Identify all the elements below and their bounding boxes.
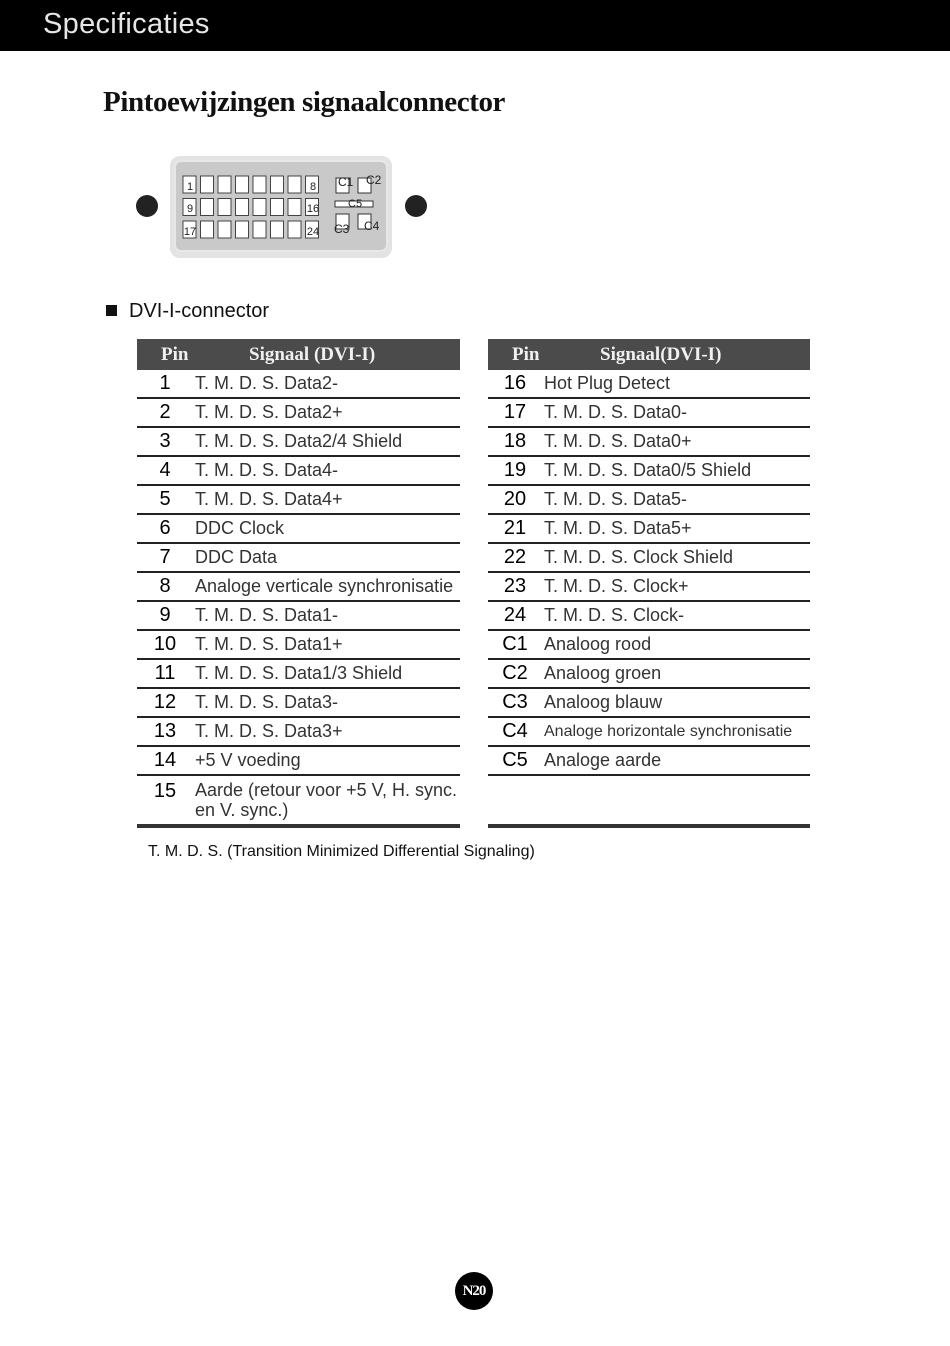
pin-number: 3 [137, 427, 193, 456]
table-row [488, 427, 810, 456]
pin-signal: T. M. D. S. Data4- [193, 456, 460, 485]
table-row [488, 746, 810, 775]
table-row [488, 543, 810, 572]
pin-label-24: 24 [306, 226, 320, 238]
digital-pin [271, 199, 284, 216]
digital-pin [201, 176, 214, 193]
table-header-row [488, 339, 810, 370]
digital-pin [271, 176, 284, 193]
pin-signal: +5 V voeding [193, 746, 460, 775]
pin-signal: Analoog rood [542, 630, 810, 659]
pin-number: 17 [488, 398, 542, 427]
table-row [137, 543, 460, 572]
pin-signal: T. M. D. S. Data0- [542, 398, 810, 427]
pin-signal: T. M. D. S. Clock- [542, 601, 810, 630]
table-row [137, 775, 460, 826]
digital-pin [236, 199, 249, 216]
pin-number: 9 [137, 601, 193, 630]
pin-signal: Aarde (retour voor +5 V, H. sync. en V. sync.) [195, 780, 457, 820]
pin-table-right [488, 339, 810, 828]
table-row [488, 485, 810, 514]
table-row [137, 398, 460, 427]
digital-pin [288, 176, 301, 193]
section-label [106, 300, 269, 323]
digital-pin [218, 221, 231, 238]
empty-cell [488, 775, 542, 826]
pin-signal: T. M. D. S. Data5+ [542, 514, 810, 543]
contact-label-c3: C3 [334, 222, 350, 236]
digital-pin [201, 199, 214, 216]
pin-number: 15 [153, 780, 177, 802]
column-header-pin: Pin [488, 339, 542, 370]
contact-label-c5: C5 [348, 198, 363, 210]
header-bar [0, 0, 950, 51]
pin-signal: Analoge verticale synchronisatie [193, 572, 460, 601]
pin-number: 7 [137, 543, 193, 572]
header-title: Specificaties [43, 8, 210, 40]
table-row [488, 572, 810, 601]
pin-number: C3 [488, 688, 542, 717]
table-row [137, 485, 460, 514]
pin-number: C2 [488, 659, 542, 688]
digital-pin [271, 221, 284, 238]
table-header-row [137, 339, 460, 370]
page-number-badge: N20 [455, 1272, 493, 1310]
table-row [488, 514, 810, 543]
pin-signal: T. M. D. S. Data1+ [193, 630, 460, 659]
pin-signal: Hot Plug Detect [542, 370, 810, 398]
table-row [137, 514, 460, 543]
section-label-text: DVI-I-connector [129, 300, 270, 322]
bullet-icon [106, 305, 117, 316]
pin-label-16: 16 [306, 203, 320, 215]
pin-number: 19 [488, 456, 542, 485]
pin-label-9: 9 [186, 203, 194, 215]
pin-signal: Analoge horizontale synchronisatie [542, 717, 810, 746]
pin-number: 16 [488, 370, 542, 398]
table-row [488, 370, 810, 398]
pin-number: 4 [137, 456, 193, 485]
contact-label-c2: C2 [366, 173, 382, 187]
table-row [137, 630, 460, 659]
footnote: T. M. D. S. (Transition Minimized Differential Signaling) [148, 843, 535, 860]
table-row [488, 398, 810, 427]
mounting-screw-right [405, 195, 427, 217]
pin-table-left [137, 339, 460, 828]
mounting-screw-left [136, 195, 158, 217]
table-row [488, 630, 810, 659]
pin-signal: DDC Data [193, 543, 460, 572]
table-row [488, 601, 810, 630]
pin-number: C5 [488, 746, 542, 775]
pin-number: 20 [488, 485, 542, 514]
pin-number: 24 [488, 601, 542, 630]
pin-signal: T. M. D. S. Data0+ [542, 427, 810, 456]
table-row [137, 688, 460, 717]
pin-number: 14 [137, 746, 193, 775]
pin-number: 8 [137, 572, 193, 601]
table-row [488, 688, 810, 717]
page-title: Pintoewijzingen signaalconnector [103, 86, 506, 118]
column-header-signal: Signaal (DVI-I) [193, 339, 460, 370]
column-header-pin: Pin [137, 339, 193, 370]
pin-signal: T. M. D. S. Data0/5 Shield [542, 456, 810, 485]
pin-number: 6 [137, 514, 193, 543]
pin-label-17: 17 [183, 226, 197, 238]
pin-number: 22 [488, 543, 542, 572]
pin-number: 12 [137, 688, 193, 717]
pin-signal: T. M. D. S. Data4+ [193, 485, 460, 514]
table-row [137, 370, 460, 398]
digital-pin [288, 221, 301, 238]
pin-signal: Analoge aarde [542, 746, 810, 775]
digital-pin [218, 176, 231, 193]
pin-signal: T. M. D. S. Data2- [193, 370, 460, 398]
table-row [488, 717, 810, 746]
pin-signal: T. M. D. S. Data2/4 Shield [193, 427, 460, 456]
table-row [137, 659, 460, 688]
digital-pin [288, 199, 301, 216]
pin-number: 5 [137, 485, 193, 514]
digital-pin [253, 176, 266, 193]
pin-number: 18 [488, 427, 542, 456]
table-row [137, 456, 460, 485]
digital-pin [218, 199, 231, 216]
digital-pin [253, 221, 266, 238]
table-row [137, 717, 460, 746]
table-row [137, 601, 460, 630]
table-row-empty [488, 775, 810, 826]
contact-label-c4: C4 [364, 219, 380, 233]
digital-pin [236, 221, 249, 238]
pin-number: 10 [137, 630, 193, 659]
column-header-signal: Signaal(DVI-I) [542, 339, 810, 370]
table-row [137, 572, 460, 601]
dvi-connector-diagram [130, 150, 440, 265]
empty-cell [542, 775, 810, 826]
pin-number: C4 [488, 717, 542, 746]
table-row [488, 659, 810, 688]
pin-signal: T. M. D. S. Data3+ [193, 717, 460, 746]
pin-number: 21 [488, 514, 542, 543]
pin-signal: T. M. D. S. Clock+ [542, 572, 810, 601]
pin-signal: T. M. D. S. Clock Shield [542, 543, 810, 572]
pin-number: 2 [137, 398, 193, 427]
pin-signal: T. M. D. S. Data2+ [193, 398, 460, 427]
pin-signal: DDC Clock [193, 514, 460, 543]
pin-number: 23 [488, 572, 542, 601]
pin-number: 13 [137, 717, 193, 746]
digital-pin [236, 176, 249, 193]
digital-pin [201, 221, 214, 238]
pin-number: 1 [137, 370, 193, 398]
table-row [137, 746, 460, 775]
pin-label-1: 1 [186, 181, 194, 193]
pin-signal: T. M. D. S. Data5- [542, 485, 810, 514]
pin-number: 11 [137, 659, 193, 688]
table-row [488, 456, 810, 485]
pin-signal: T. M. D. S. Data1- [193, 601, 460, 630]
pin-signal: Analoog blauw [542, 688, 810, 717]
pin-number: C1 [488, 630, 542, 659]
pin-label-8: 8 [309, 181, 317, 193]
digital-pin [253, 199, 266, 216]
pin-signal: T. M. D. S. Data3- [193, 688, 460, 717]
pin-signal: Analoog groen [542, 659, 810, 688]
contact-label-c1: C1 [338, 175, 354, 189]
table-row [137, 427, 460, 456]
pin-signal: T. M. D. S. Data1/3 Shield [193, 659, 460, 688]
